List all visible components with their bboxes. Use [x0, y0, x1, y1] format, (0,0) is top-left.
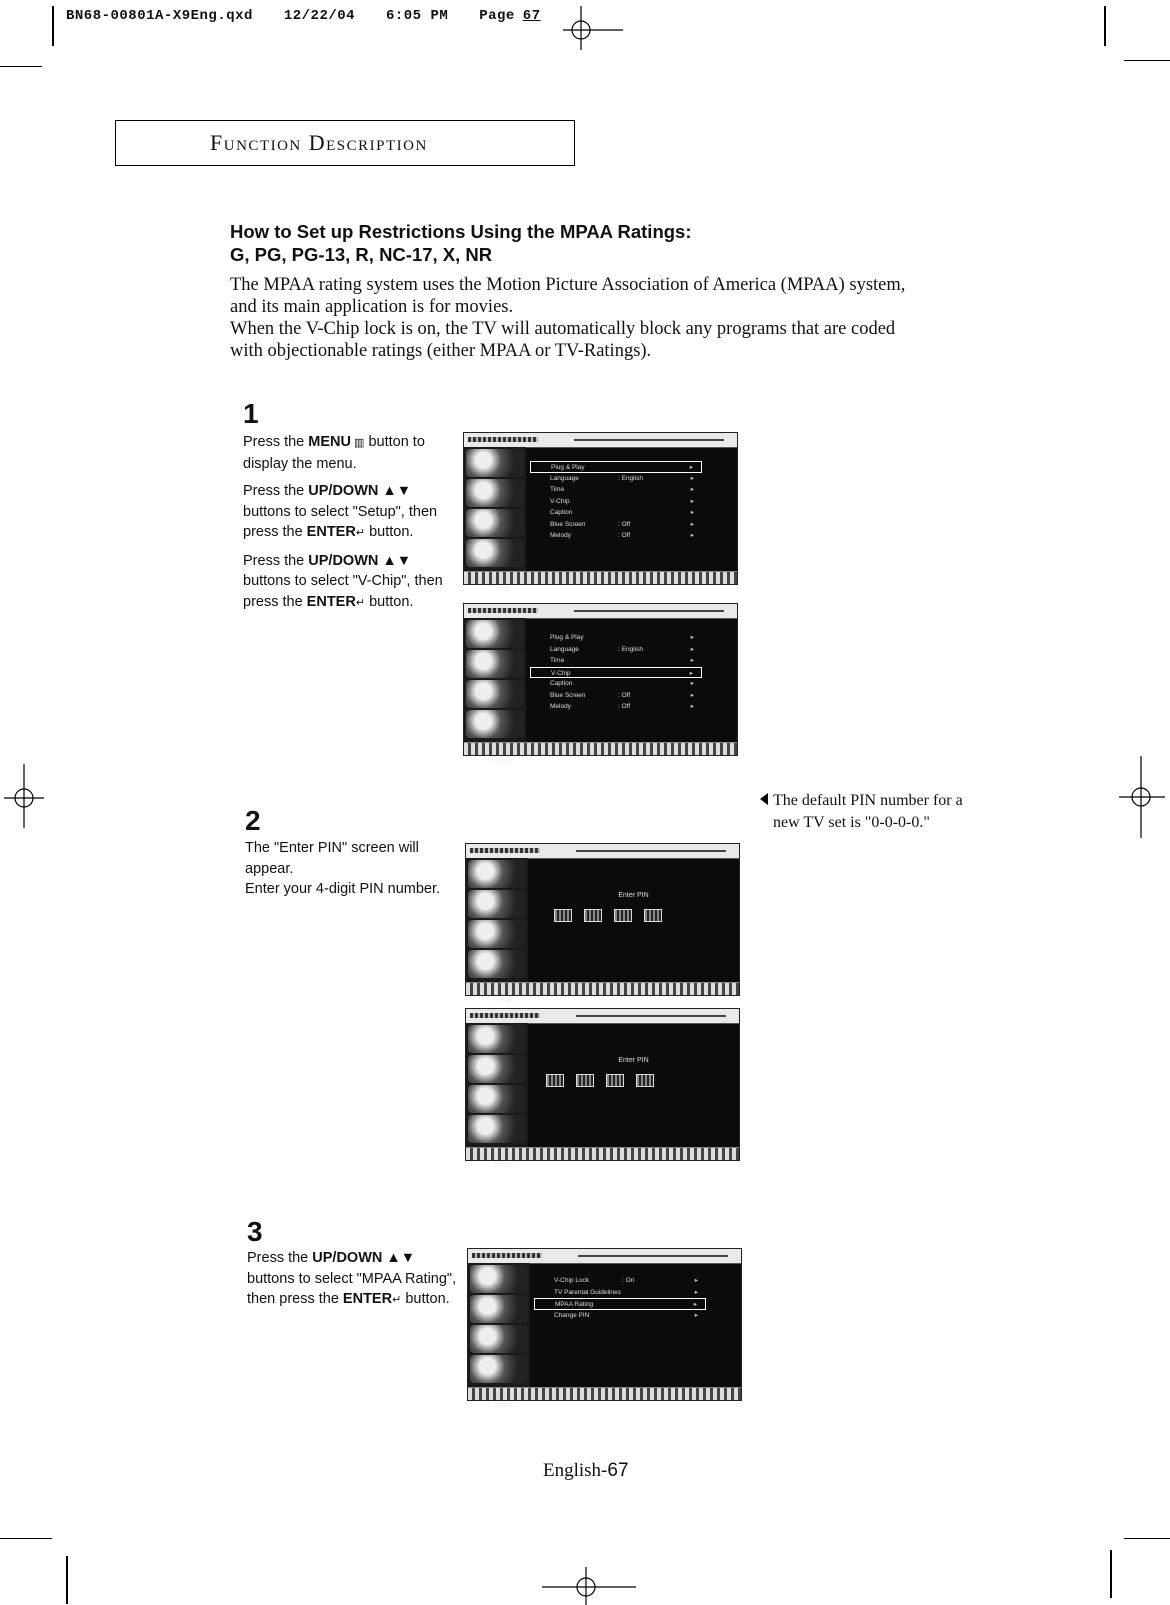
text: buttons to select "MPAA Rating", then press the [247, 1270, 457, 1307]
enter-key-icon: ↵ [355, 527, 366, 539]
chevron-right-icon: ▸ [690, 497, 694, 505]
intro-text [230, 274, 930, 362]
tv-side-caption: Setup [492, 995, 513, 1004]
slug-date: 12/22/04 [283, 8, 356, 24]
crop-mark [0, 66, 42, 67]
chevron-right-icon: ▸ [690, 703, 694, 710]
text: Press the [243, 552, 309, 569]
slug-time: 6:05 PM [385, 8, 449, 24]
registration-mark-bottom [540, 1565, 640, 1605]
text: button. [365, 524, 414, 540]
crop-mark [1110, 1550, 1112, 1598]
crop-mark [52, 6, 54, 46]
tv-menu-list [534, 1275, 706, 1321]
step-3-number: 3 [247, 1216, 263, 1247]
tv-menu-item: Language : English ▸ [530, 473, 702, 485]
section-title: Function Description [115, 120, 575, 166]
text: button. [401, 1291, 450, 1307]
tv-side-icons [464, 447, 526, 593]
tv-menu-item: Plug & Play ▸ [530, 461, 702, 473]
tv-menu-item: Blue Screen : Off ▸ [530, 690, 702, 702]
tv-menu-list [530, 461, 702, 542]
chevron-right-icon: ▸ [690, 509, 694, 516]
chevron-right-icon: ▸ [689, 669, 693, 677]
footer-prefix: English- [543, 1460, 608, 1481]
intro-paragraph-1: The MPAA rating system uses the Motion Picture Association of America (MPAA) system, and its main application is for movies. [230, 275, 906, 317]
footer-page-number: 67 [607, 1460, 629, 1481]
tv-screen-vchip-menu [467, 1248, 742, 1409]
enter-keyword: ENTER [306, 593, 356, 610]
tv-status-bar [466, 1147, 739, 1160]
chevron-right-icon: ▸ [690, 680, 694, 687]
tv-menu-list [530, 632, 702, 713]
chevron-right-icon: ▸ [694, 1277, 698, 1284]
step-3-text [247, 1248, 462, 1318]
step-1-number: 1 [243, 398, 259, 429]
intro-paragraph-2: When the V-Chip lock is on, the TV will automatically block any programs that are coded with objectionable ratings (either MPAA or TV-Ratings). [230, 319, 896, 361]
tv-title-bar [466, 844, 739, 859]
enter-keyword: ENTER [342, 1291, 393, 1307]
chevron-right-icon: ▸ [690, 691, 694, 699]
tv-menu-item: Plug & Play ▸ [530, 632, 702, 644]
enter-key-icon: ↵ [355, 596, 366, 609]
step-2-line-1: The "Enter PIN" screen will appear. [245, 840, 419, 877]
tv-pin-boxes [554, 909, 662, 922]
crop-mark [1104, 6, 1106, 46]
crop-mark [0, 1538, 52, 1539]
tv-side-icons [466, 858, 528, 1004]
text: Press the [247, 1250, 313, 1266]
tv-status-bar [464, 742, 737, 755]
registration-mark-top [555, 2, 625, 52]
chevron-right-icon: ▸ [690, 532, 694, 539]
tv-side-caption: Setup [490, 755, 511, 764]
slug-page-num: 67 [522, 8, 541, 24]
tv-title-bar [464, 433, 737, 448]
tv-menu-item: V-Chip ▸ [530, 496, 702, 508]
enter-key-icon: ↵ [392, 1294, 402, 1306]
tv-screen-setup-vchip [463, 603, 738, 764]
printer-slug [66, 8, 541, 24]
tv-status-bar [466, 982, 739, 995]
chevron-right-icon: ▸ [689, 464, 693, 471]
tv-menu-item: V-Chip Lock : On ▸ [534, 1275, 706, 1287]
updown-keyword: UP/DOWN ▲▼ [308, 552, 412, 569]
tv-pin-label: Enter PIN [618, 892, 649, 899]
text: button to display the menu. [243, 434, 425, 472]
tv-status-bar [464, 571, 737, 584]
tv-title-bar [466, 1009, 739, 1024]
chevron-right-icon: ▸ [690, 645, 694, 653]
tv-menu-item: Time ▸ [530, 484, 702, 496]
menu-keyword: MENU [308, 434, 351, 450]
text: button. [365, 593, 414, 610]
step-1-text [243, 432, 458, 620]
updown-keyword: UP/DOWN ▲▼ [312, 1250, 416, 1266]
chevron-right-icon: ▸ [690, 634, 694, 641]
default-pin-note: The default PIN number for a new TV set is "0-0-0-0." [773, 792, 963, 831]
chevron-right-icon: ▸ [693, 1301, 697, 1308]
tv-screen-enter-pin-1 [465, 843, 740, 1004]
tv-pin-label: Enter PIN [618, 1057, 649, 1064]
page-heading [230, 220, 692, 266]
tv-side-icons [468, 1263, 530, 1409]
menu-key-icon: ▥ [350, 437, 365, 449]
crop-mark [66, 1556, 68, 1604]
registration-mark-right [1115, 752, 1170, 842]
tv-title-bar [468, 1249, 741, 1264]
step-1-para-2 [243, 481, 458, 544]
text: Press the [243, 434, 309, 450]
tv-pin-boxes [546, 1074, 654, 1087]
step-2-text [245, 838, 460, 900]
enter-keyword: ENTER [306, 524, 356, 540]
tv-menu-item: Blue Screen : Off ▸ [530, 519, 702, 531]
tv-status-bar [468, 1387, 741, 1400]
tv-menu-item: V-Chip ▸ [530, 667, 702, 679]
tv-menu-item: TV Parental Guidelines ▸ [534, 1287, 706, 1299]
crop-mark [1124, 1538, 1170, 1539]
step-1-para-1 [243, 432, 458, 474]
slug-page-label: Page [479, 8, 515, 24]
step-3-para-1 [247, 1248, 462, 1311]
note-arrow-icon [760, 793, 768, 805]
tv-screen-enter-pin-2 [465, 1008, 740, 1169]
tv-screen-setup-menu [463, 432, 738, 593]
tv-side-caption: Setup [494, 1400, 515, 1409]
chevron-right-icon: ▸ [690, 474, 694, 482]
tv-menu-item: Change PIN ▸ [534, 1310, 706, 1322]
step-2-line-2: Enter your 4-digit PIN number. [245, 881, 441, 897]
chevron-right-icon: ▸ [690, 657, 694, 664]
heading-line1: How to Set up Restrictions Using the MPAA Ratings: [230, 221, 692, 242]
text: buttons to select "V-Chip", then press the [243, 573, 443, 610]
step-1-para-3 [243, 551, 458, 614]
heading-line2: G, PG, PG-13, R, NC-17, X, NR [230, 244, 493, 265]
chevron-right-icon: ▸ [690, 520, 694, 528]
tv-side-icons [464, 618, 526, 764]
tv-menu-item: Time ▸ [530, 655, 702, 667]
text: buttons to select "Setup", then press the [243, 503, 438, 540]
tv-menu-item: MPAA Rating ▸ [534, 1298, 706, 1310]
tv-menu-item: Caption ▸ [530, 678, 702, 690]
tv-side-caption: Setup [490, 584, 511, 593]
chevron-right-icon: ▸ [694, 1288, 698, 1296]
crop-mark [1124, 60, 1170, 61]
text: Press the [243, 483, 309, 499]
tv-menu-item: Melody : Off ▸ [530, 530, 702, 542]
tv-menu-item: Melody : Off ▸ [530, 701, 702, 713]
page-footer [543, 1460, 629, 1482]
tv-title-bar [464, 604, 737, 619]
registration-mark-left [0, 760, 50, 830]
chevron-right-icon: ▸ [690, 486, 694, 493]
slug-file: BN68-00801A-X9Eng.qxd [66, 8, 253, 24]
tv-side-caption: Setup [492, 1160, 513, 1169]
step-2-number: 2 [245, 805, 261, 836]
tv-menu-item: Caption ▸ [530, 507, 702, 519]
tv-menu-item: Language : English ▸ [530, 644, 702, 656]
tv-side-icons [466, 1023, 528, 1169]
chevron-right-icon: ▸ [694, 1311, 698, 1319]
updown-keyword: UP/DOWN ▲▼ [308, 483, 412, 499]
